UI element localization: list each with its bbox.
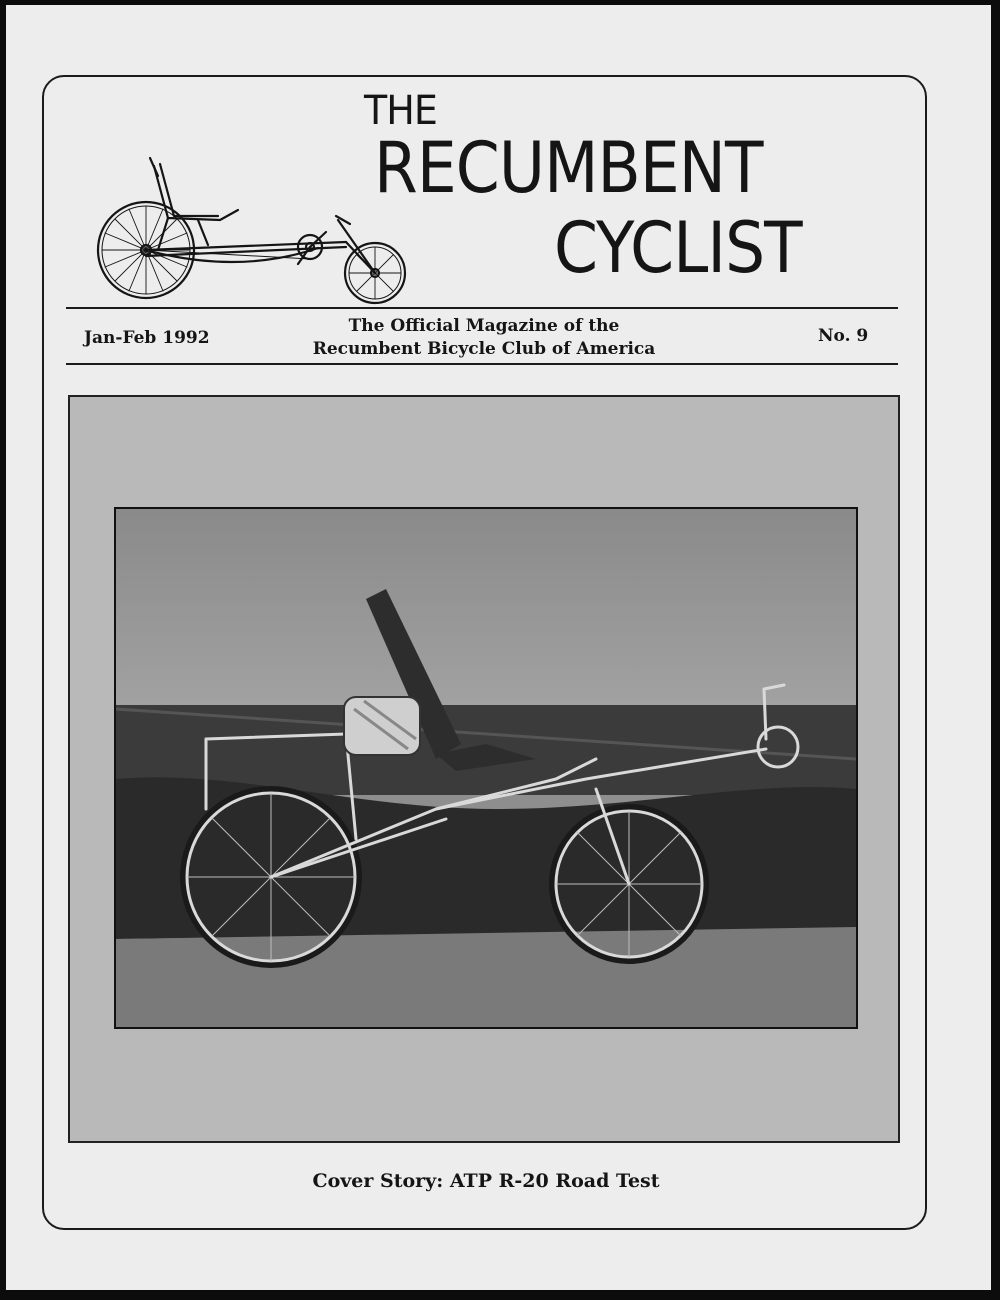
cover-photo [114, 507, 858, 1029]
tagline [274, 315, 694, 361]
title-the: THE [364, 88, 437, 134]
masthead-rule-bottom [66, 363, 898, 365]
tagline-line-1: The Official Magazine of the [348, 316, 620, 336]
recumbent-bike-logo-icon [88, 150, 408, 310]
title-recumbent: RECUMBENT [374, 127, 763, 209]
magazine-cover [6, 5, 991, 1290]
masthead-rule-top [66, 307, 898, 309]
tagline-line-2: Recumbent Bicycle Club of America [312, 339, 656, 359]
issue-number: No. 9 [818, 326, 869, 346]
cover-story: Cover Story: ATP R-20 Road Test [312, 1170, 660, 1192]
title-cyclist: CYCLIST [554, 207, 802, 289]
issue-date: Jan-Feb 1992 [84, 328, 210, 348]
